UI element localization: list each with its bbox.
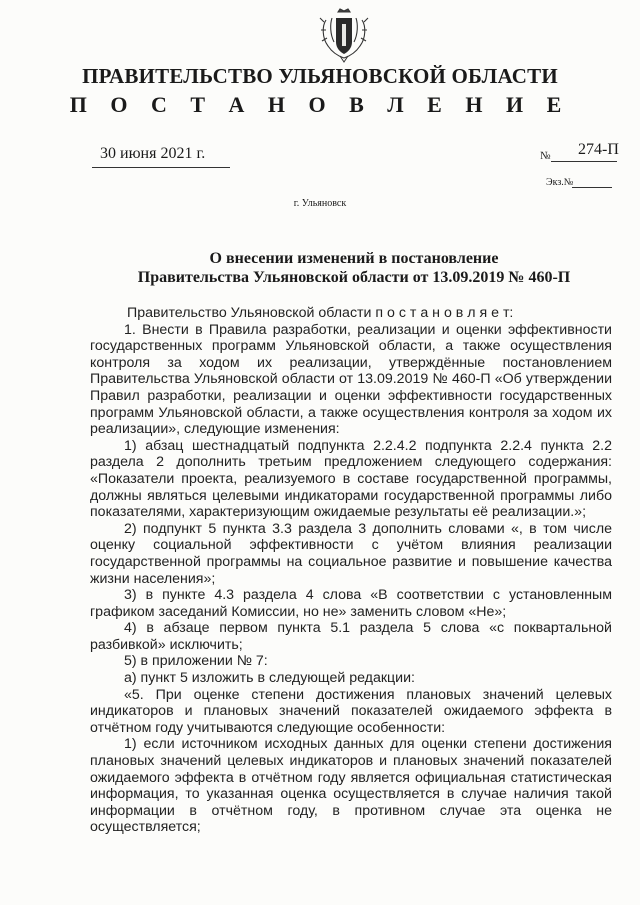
paragraph-9: 1) если источником исходных данных для оценки степени достижения плановых значений целевых индикаторов и плановых значений показателей ожидаемого эффекта в отчётном году является официальная статистическая информация, то указанная оценка осуществляется в случае наличия такой информации в отчётном году, в противном случае эта оценка не осуществляется; [90,736,612,836]
paragraph-1: 1. Внести в Правила разработки, реализации и оценки эффективности государственных программ Ульяновской области, а также осуществления контроля за ходом их реализации, утверждённые постановлением Правительства Ульяновской области от 13.09.2019 № 460-П «Об утверждении Правил разработки, реализации и оценки эффективности государственных программ Ульяновской области, а также осуществления контроля за ходом их реализации», следующие изменения: [90,321,612,438]
paragraph-4: 3) в пункте 4.3 раздела 4 слова «В соответствии с установленным графиком заседаний Комиссии, но не» заменить словом «Не»; [90,587,612,620]
resolution-preamble: Правительство Ульяновской области п о с т а н о в л я е т: [127,305,514,321]
city-name: г. Ульяновск [293,198,347,209]
document-body [90,305,612,836]
paragraph-8: «5. При оценке степени достижения плановых значений целевых индикаторов и плановых значений показателей ожидаемого эффекта в отчётном году учитываются следующие особенности: [90,686,612,736]
document-type: П О С Т А Н О В Л Е Н И Е [69,92,571,117]
paragraph-7: а) пункт 5 изложить в следующей редакции: [124,670,415,687]
number-label: № [540,150,551,162]
subject-line-1: О внесении изменений в постановление [209,250,499,267]
paragraph-2: 1) абзац шестнадцатый подпункта 2.2.4.2 подпункта 2.2.4 пункта 2.2 раздела 2 дополнить третьим предложением следующего содержания: «Показатели проекта, реализуемого в составе государственной программы, должны являться целевыми индикаторами государственной программы либо показателями, характеризующим ожидаемые результаты её реализации.»; [90,437,612,521]
paragraph-6: 5) в приложении № 7: [124,653,268,670]
copy-number-label: Экз.№ [546,177,574,188]
paragraph-5: 4) в абзаце первом пункта 5.1 раздела 5 слова «с поквартальной разбивкой» исключить; [90,620,612,653]
number-underline [551,161,617,162]
document-date: 30 июня 2021 г. [100,145,206,162]
document-subject [100,249,608,287]
subject-line-2: Правительства Ульяновской области от 13.09.2019 № 460-П [137,269,571,286]
document-number: 274-П [578,141,619,158]
paragraph-3: 2) подпункт 5 пункта 3.3 раздела 3 дополнить словами «, в том числе оценку социальной эффективности с учётом влияния реализации государственной программы на социальное развитие и повышение качества жизни населения»; [90,520,612,587]
government-name: ПРАВИТЕЛЬСТВО УЛЬЯНОВСКОЙ ОБЛАСТИ [82,64,558,88]
date-underline [92,167,230,168]
copy-number-underline [572,187,612,188]
coat-of-arms-icon [318,8,370,64]
